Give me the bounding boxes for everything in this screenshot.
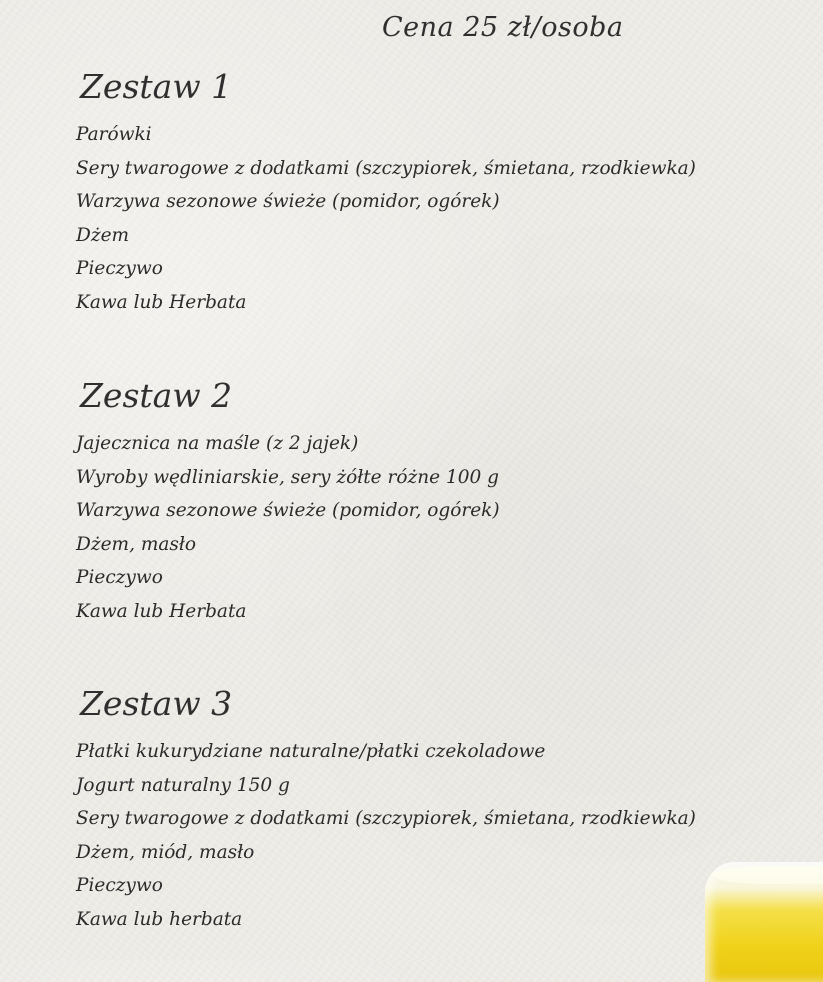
menu-item: Sery twarogowe z dodatkami (szczypiorek, śmietana, rzodkiewka) [76, 157, 696, 179]
menu-item: Dżem [76, 224, 130, 246]
menu-item: Jogurt naturalny 150 g [76, 774, 290, 796]
set-title: Zestaw 2 [80, 376, 233, 415]
menu-item: Dżem, miód, masło [76, 841, 255, 863]
set-title: Zestaw 3 [80, 684, 233, 723]
set-title: Zestaw 1 [80, 67, 233, 106]
set-1 [76, 66, 696, 320]
menu-item: Pieczywo [76, 258, 163, 280]
item-list [76, 735, 696, 937]
item-list [76, 118, 696, 320]
price-heading: Cena 25 zł/osoba [382, 12, 624, 43]
set-2 [76, 375, 500, 629]
menu-item: Kawa lub Herbata [76, 600, 247, 622]
juice-glass-rim [712, 866, 823, 884]
menu-item: Wyroby wędliniarskie, sery żółte różne 100 g [76, 466, 499, 488]
menu-item: Kawa lub Herbata [76, 291, 247, 313]
menu-item: Jajecznica na maśle (z 2 jajek) [76, 433, 359, 454]
menu-item: Parówki [76, 124, 152, 145]
menu-item: Dżem, masło [76, 533, 197, 555]
item-list [76, 427, 500, 629]
menu-item: Płatki kukurydziane naturalne/płatki czekoladowe [76, 741, 546, 762]
menu-item: Kawa lub herbata [76, 908, 243, 930]
menu-item: Warzywa sezonowe świeże (pomidor, ogórek) [76, 500, 500, 522]
menu-item: Pieczywo [76, 567, 163, 589]
menu-item: Sery twarogowe z dodatkami (szczypiorek, śmietana, rzodkiewka) [76, 808, 696, 830]
set-3 [76, 683, 696, 937]
menu-item: Warzywa sezonowe świeże (pomidor, ogórek) [76, 191, 500, 213]
menu-item: Pieczywo [76, 875, 163, 897]
